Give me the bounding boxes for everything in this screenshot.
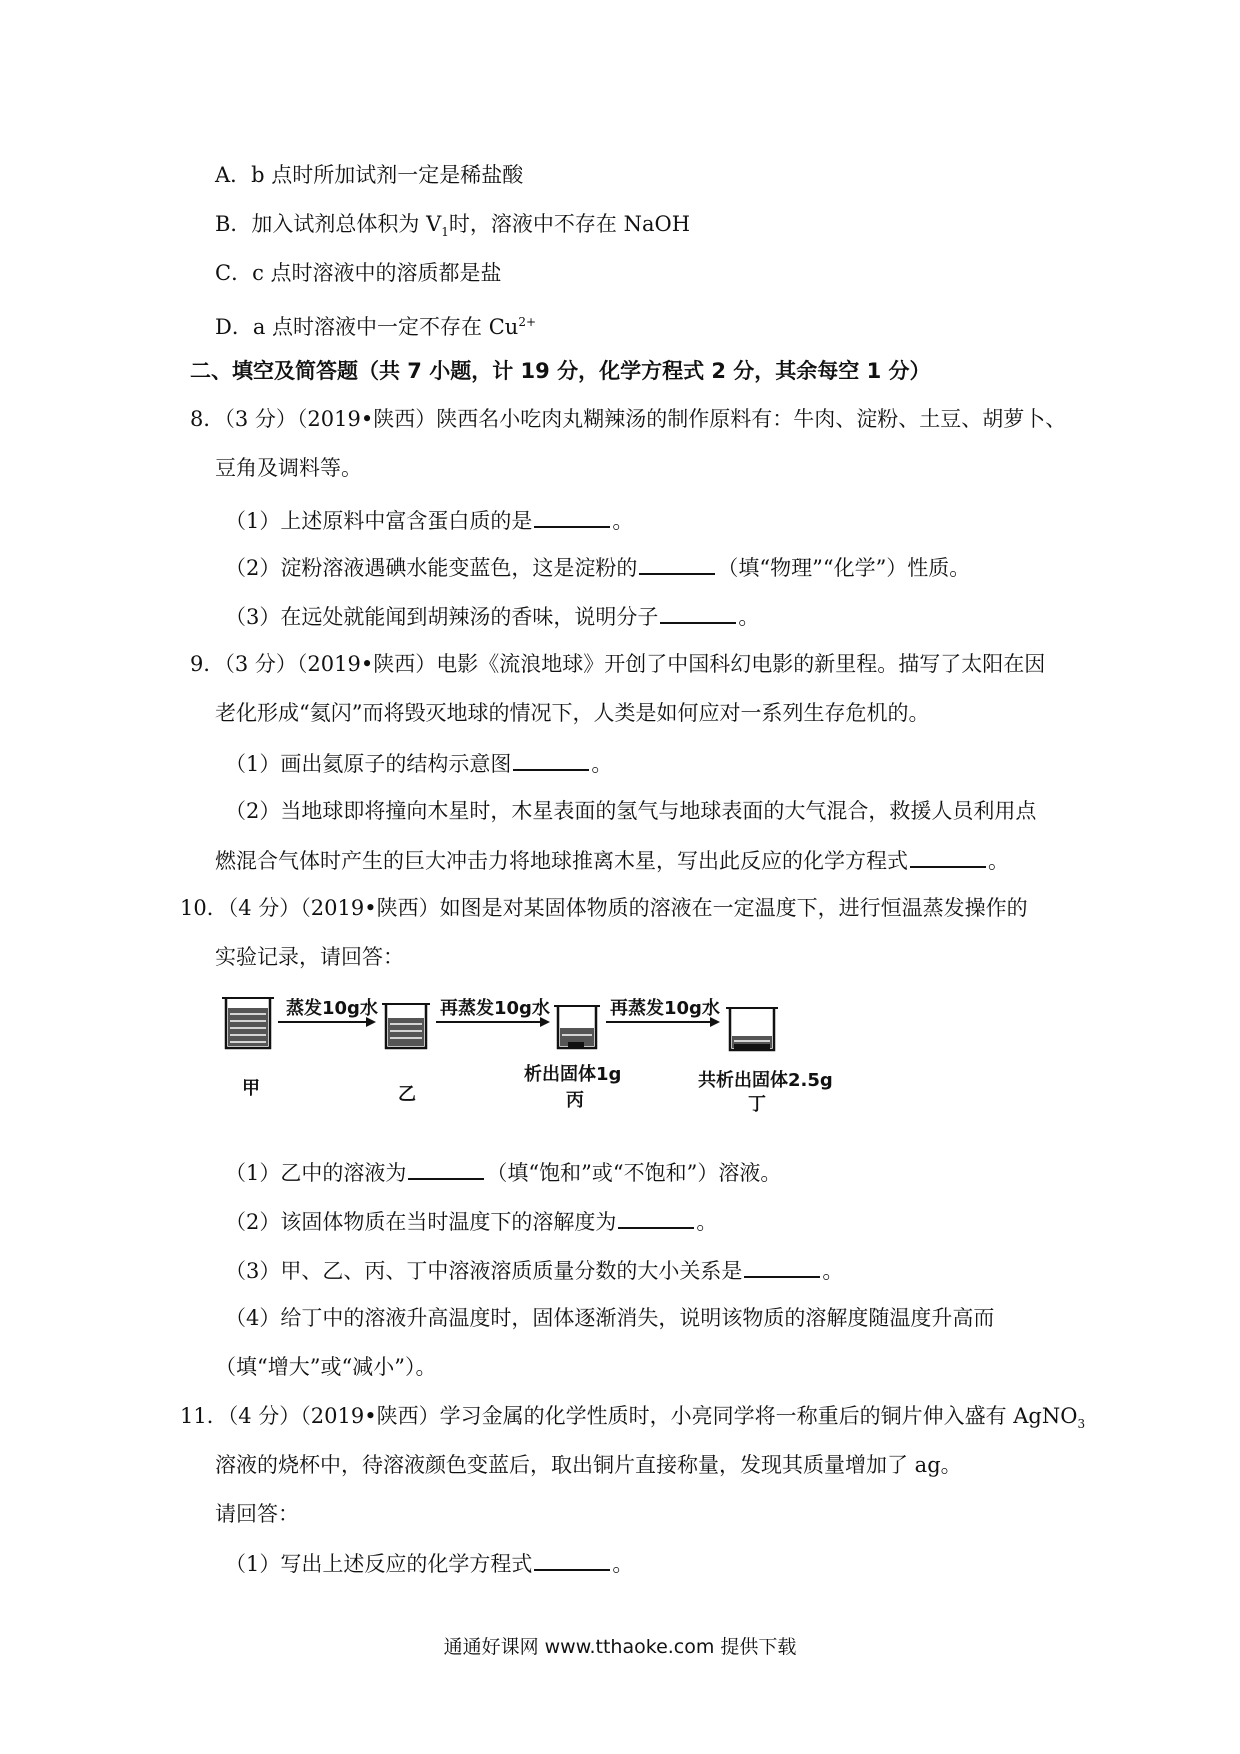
q8-part2 [225,553,970,581]
q8-line1: 8．（3 分）（2019•陕西）陕西名小吃肉丸糊辣汤的制作原料有：牛肉、淀粉、土豆、胡萝卜、 [190,407,1067,431]
option-b [215,211,690,245]
answer-blank[interactable] [744,1256,820,1278]
q8-part1-end: 。 [612,509,634,533]
q11-line3: 请回答： [215,1502,299,1526]
q9-part2-line2 [215,846,1009,874]
option-a: A．b 点时所加试剂一定是稀盐酸 [215,163,524,187]
q10-part2-text: （2）该固体物质在当时温度下的溶解度为 [225,1210,617,1234]
q9-part1-text: （1）画出氦原子的结构示意图 [225,752,512,776]
q11-line2: 溶液的烧杯中，待溶液颜色变蓝后，取出铜片直接称量，发现其质量增加了 ag。 [215,1453,962,1477]
evaporation-figure [218,990,848,1115]
label-bing: 丙 [566,1090,584,1111]
q9-part2-end: 。 [988,849,1009,873]
q10-part2-end: 。 [696,1210,718,1234]
q8-part3-text: （3）在远处就能闻到胡辣汤的香味，说明分子 [225,605,659,629]
q11-part1-end: 。 [612,1552,634,1576]
q10-part4-line2: （填“增大”或“减小”）。 [215,1355,437,1379]
q10-part4-line1: （4）给丁中的溶液升高温度时，固体逐渐消失，说明该物质的溶解度随温度升高而 [225,1306,995,1330]
q9-part1-end: 。 [591,752,613,776]
q11-part1 [225,1549,633,1577]
q10-part2 [225,1207,717,1235]
option-b-subscript: 1 [441,225,449,240]
q8-part3-end: 。 [738,605,760,629]
arrow-3-label: 再蒸发10g水 [610,998,720,1019]
q8-part3 [225,602,759,630]
q10-part1 [225,1158,781,1186]
q10-part1-text: （1）乙中的溶液为 [225,1161,407,1185]
answer-blank[interactable] [534,1549,610,1571]
q10-part3 [225,1256,843,1284]
q10-line2: 实验记录，请回答： [215,945,404,969]
label-bing-note: 析出固体1g [524,1064,622,1085]
q9-part2-line1: （2）当地球即将撞向木星时，木星表面的氢气与地球表面的大气混合，救援人员利用点 [225,799,1037,823]
label-ding-note: 共析出固体2.5g [698,1070,833,1091]
answer-blank[interactable] [639,553,715,575]
answer-blank[interactable] [513,749,589,771]
q10-line1: 10．（4 分）（2019•陕西）如图是对某固体物质的溶液在一定温度下，进行恒温蒸发操作的 [180,896,1028,920]
page-footer: 通通好课网 www.tthaoke.com 提供下载 [443,1636,797,1658]
answer-blank[interactable] [910,846,986,868]
beaker-ding-icon [726,1008,778,1050]
label-yi: 乙 [398,1084,416,1105]
q9-line1: 9．（3 分）（2019•陕西）电影《流浪地球》开创了中国科幻电影的新里程。描写了太阳在因 [190,652,1046,676]
arrow-2-label: 再蒸发10g水 [440,998,550,1019]
q10-part1-end: （填“饱和”或“不饱和”）溶液。 [486,1161,782,1185]
arrow-1-label: 蒸发10g水 [286,998,378,1019]
q8-part1 [225,506,633,534]
q11-subscript: 3 [1077,1417,1086,1432]
q11-part1-text: （1）写出上述反应的化学方程式 [225,1552,533,1576]
q8-part2-text: （2）淀粉溶液遇碘水能变蓝色，这是淀粉的 [225,556,638,580]
option-c: C．c 点时溶液中的溶质都是盐 [215,261,502,285]
q11-line1-text: 11．（4 分）（2019•陕西）学习金属的化学性质时，小亮同学将一称重后的铜片伸入盛有 AgNO [180,1404,1078,1428]
q10-part3-text: （3）甲、乙、丙、丁中溶液溶质质量分数的大小关系是 [225,1259,743,1283]
q8-part2-end: （填“物理”“化学”）性质。 [717,556,971,580]
q8-line2: 豆角及调料等。 [215,456,362,480]
q9-line2: 老化形成“氦闪”而将毁灭地球的情况下，人类是如何应对一系列生存危机的。 [215,701,930,725]
answer-blank[interactable] [408,1158,484,1180]
answer-blank[interactable] [660,602,736,624]
beaker-jia-icon [222,998,274,1048]
q9-part2-text: 燃混合气体时产生的巨大冲击力将地球推离木星，写出此反应的化学方程式 [215,849,908,873]
option-d [215,309,536,340]
answer-blank[interactable] [618,1207,694,1229]
q9-part1 [225,749,612,777]
q10-part3-end: 。 [822,1259,844,1283]
beaker-bing-icon [554,1006,600,1048]
q8-part1-text: （1）上述原料中富含蛋白质的是 [225,509,533,533]
beaker-yi-icon [382,1004,430,1048]
section-title: 二、填空及简答题（共 7 小题，计 19 分，化学方程式 2 分，其余每空 1 分） [190,359,931,383]
option-d-text: D．a 点时溶液中一定不存在 Cu [215,315,519,339]
answer-blank[interactable] [534,506,610,528]
option-d-superscript: 2+ [518,315,537,329]
label-ding: 丁 [748,1094,766,1115]
q11-line1 [180,1403,1085,1437]
option-b-text-end: 时，溶液中不存在 NaOH [448,212,691,236]
label-jia: 甲 [242,1078,260,1099]
option-b-text: B．加入试剂总体积为 V [215,212,442,236]
